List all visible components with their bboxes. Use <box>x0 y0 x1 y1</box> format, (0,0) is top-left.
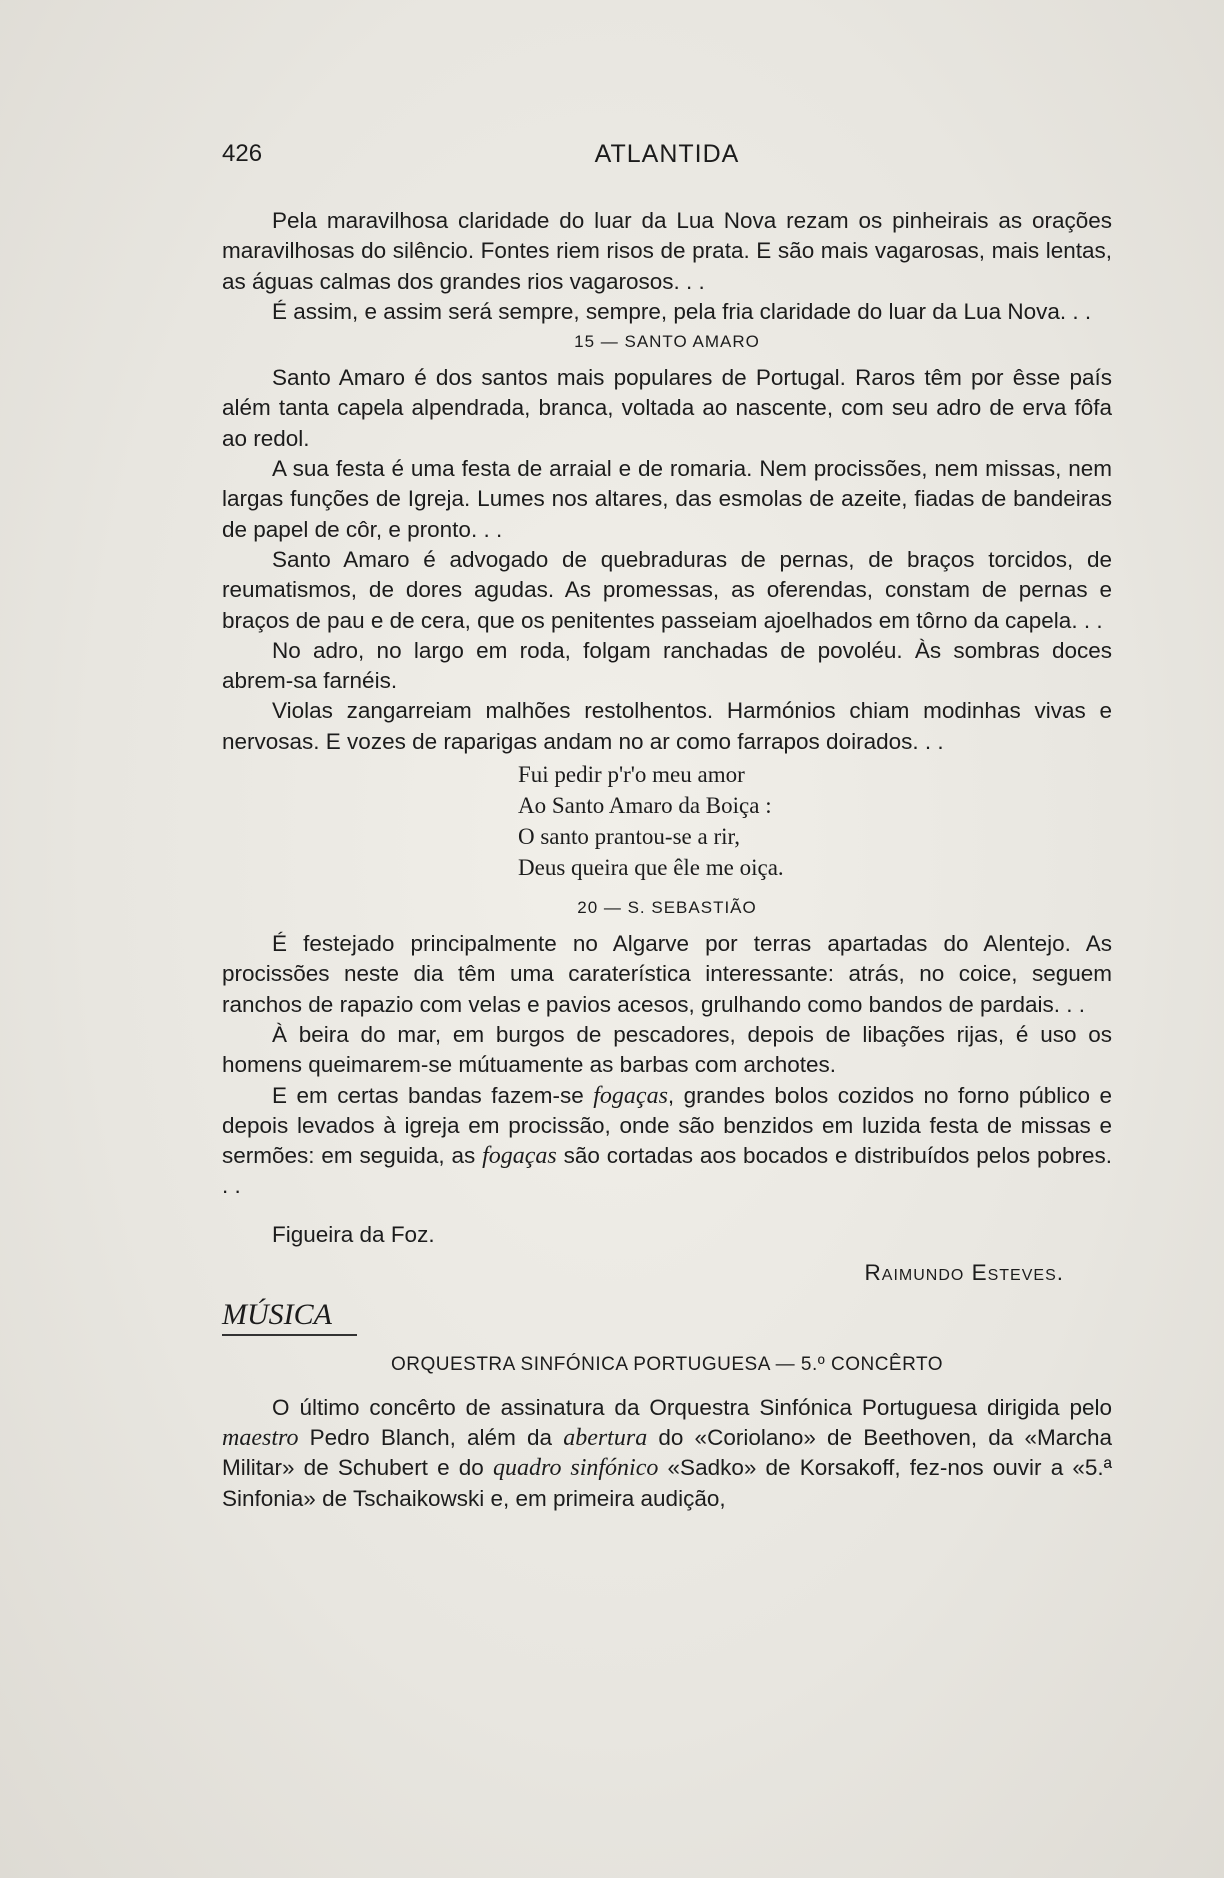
text-run: O último concêrto de assinatura da Orquestra Sinfónica Portuguesa dirigida pelo <box>272 1394 1112 1420</box>
italic-term: abertura <box>563 1424 648 1451</box>
place-line: Figueira da Foz. <box>272 1221 435 1247</box>
verse-line: Ao Santo Amaro da Boiça : <box>518 793 772 819</box>
verse-line: Deus queira que êle me oiça. <box>518 855 784 881</box>
text-run: «Sadko» de Korsakoff, fez-nos ouvir a «5.ª Sinfonia» de Tschaikowski e, em primeira audição, <box>222 1455 1112 1511</box>
author-signature: Raimundo Esteves. <box>864 1260 1064 1286</box>
paragraph: É assim, e assim será sempre, sempre, pela fria claridade do luar da Lua Nova. . . <box>272 298 1092 324</box>
paragraph: Pela maravilhosa claridade do luar da Lua Nova rezam os pinheirais as orações maravilhosas do silêncio. Fontes riem risos de prata. E são mais vagarosas, mais lentas, as águas calmas dos grandes rios vagarosos. . . <box>222 208 1112 294</box>
text-run: Pedro Blanch, além da <box>298 1424 564 1450</box>
paragraph: À beira do mar, em burgos de pescadores, depois de libações rijas, é uso os homens queimarem-se mútuamente as barbas com archotes. <box>222 1021 1112 1078</box>
verse-line: O santo prantou-se a rir, <box>518 824 740 850</box>
section-heading-santo-amaro: 15 — SANTO AMARO <box>574 332 760 352</box>
paragraph: Santo Amaro é advogado de quebraduras de pernas, de braços torcidos, de reumatismos, de dores agudas. As promessas, as oferendas, constam de pernas e braços de pau e de cera, que os penitentes passeiam ajoelhados em tôrno da capela. . . <box>222 546 1112 633</box>
italic-term: maestro <box>222 1424 299 1451</box>
text-run: são cortadas aos bocados e distribuídos pelos pobres. . . <box>222 1143 1112 1199</box>
text-run: E em certas bandas fazem-se <box>272 1082 594 1108</box>
paragraph <box>222 1393 1112 1514</box>
music-section-title: MÚSICA <box>222 1298 357 1336</box>
text-run: , grandes bolos cozidos no forno público e depois levados à igreja em procissão, onde são benzidos em luzida festa de missas e sermões: em seguida, as <box>222 1082 1112 1169</box>
italic-term: quadro sinfónico <box>493 1455 659 1482</box>
paragraph: É festejado principalmente no Algarve por terras apartadas do Alentejo. As procissões neste dia têm uma caraterística interessante: atrás, no coice, seguem ranchos de rapazio com velas e pavios acesos, grulhando como bandos de pardais. . . <box>222 931 1112 1017</box>
running-title: ATLANTIDA <box>594 140 740 168</box>
verse-line: Fui pedir p'r'o meu amor <box>518 762 745 788</box>
text-run: do «Coriolano» de Beethoven, da «Marcha Militar» de Schubert e do <box>222 1424 1112 1481</box>
paragraph: No adro, no largo em roda, folgam ranchadas de povoléu. Às sombras doces abrem-sa farnéis. <box>222 637 1112 694</box>
paragraph <box>222 1081 1112 1202</box>
page-header <box>222 140 1112 174</box>
paragraph: Violas zangarreiam malhões restolhentos. Harmónios chiam modinhas vivas e nervosas. E vozes de raparigas andam no ar como farrapos doirados. . . <box>222 698 1112 754</box>
page-number: 426 <box>222 140 263 167</box>
italic-term: fogaças <box>482 1143 557 1170</box>
paragraph: A sua festa é uma festa de arraial e de romaria. Nem procissões, nem missas, nem largas funções de Igreja. Lumes nos altares, das esmolas de azeite, fiadas de bandeiras de papel de côr, e pronto. . . <box>222 456 1112 542</box>
verse <box>518 759 1112 883</box>
article-body <box>222 206 1112 1514</box>
paragraph: Santo Amaro é dos santos mais populares de Portugal. Raros têm por êsse país além tanta capela alpendrada, branca, voltada ao nascente, com seu adro de erva fôfa ao redol. <box>222 365 1112 451</box>
concert-heading: ORQUESTRA SINFÓNICA PORTUGUESA — 5.º CONCÊRTO <box>390 1354 944 1376</box>
italic-term: fogaças <box>593 1082 668 1109</box>
section-heading-s-sebastiao: 20 — S. SEBASTIÃO <box>577 898 757 918</box>
